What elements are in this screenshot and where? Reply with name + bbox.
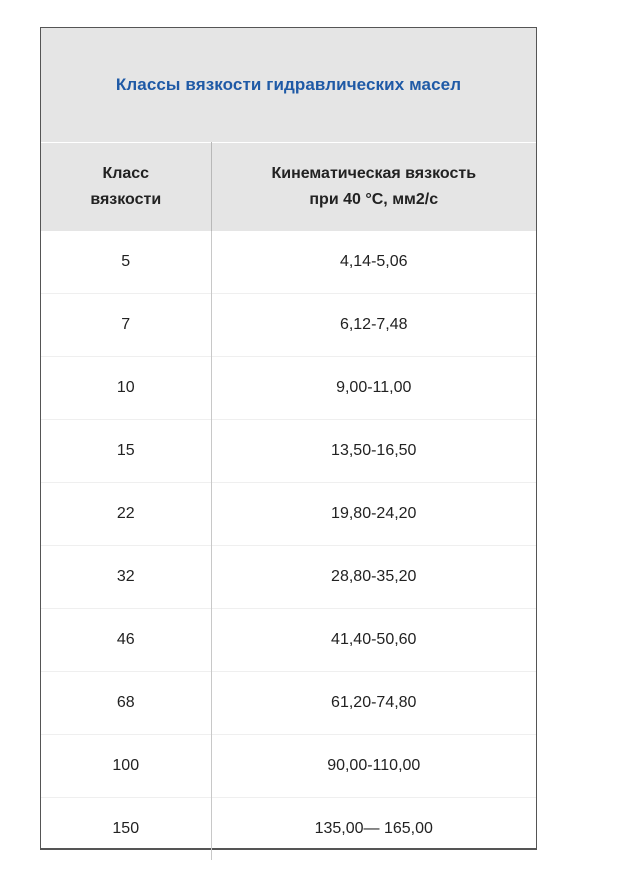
cell-class: 7 <box>41 294 211 357</box>
cell-viscosity: 13,50-16,50 <box>211 420 536 483</box>
cell-viscosity: 61,20-74,80 <box>211 672 536 735</box>
cell-class: 150 <box>41 798 211 861</box>
cell-viscosity: 9,00-11,00 <box>211 357 536 420</box>
table-row <box>41 483 536 546</box>
cell-viscosity: 90,00-110,00 <box>211 735 536 798</box>
cell-class: 10 <box>41 357 211 420</box>
header-viscosity-line1: Кинематическая вязкость <box>271 165 477 182</box>
cell-viscosity: 135,00— 165,00 <box>211 798 536 861</box>
viscosity-table <box>40 27 537 850</box>
table-caption: Классы вязкости гидравлических масел <box>41 28 536 142</box>
table-row <box>41 420 536 483</box>
cell-viscosity: 19,80-24,20 <box>211 483 536 546</box>
header-class <box>41 143 211 232</box>
table-row <box>41 609 536 672</box>
table-row <box>41 357 536 420</box>
table-row <box>41 546 536 609</box>
cell-viscosity: 28,80-35,20 <box>211 546 536 609</box>
cell-class: 5 <box>41 231 211 294</box>
cell-class: 32 <box>41 546 211 609</box>
header-viscosity <box>211 143 536 232</box>
viscosity-grid <box>41 142 536 860</box>
table-row <box>41 294 536 357</box>
header-class-line1: Класс <box>102 165 150 182</box>
table-row <box>41 672 536 735</box>
header-viscosity-line2: при 40 °С, мм2/с <box>309 191 439 208</box>
header-row <box>41 143 536 232</box>
table-row <box>41 798 536 861</box>
cell-class: 22 <box>41 483 211 546</box>
cell-class: 100 <box>41 735 211 798</box>
table-row <box>41 231 536 294</box>
table-row <box>41 735 536 798</box>
cell-viscosity: 4,14-5,06 <box>339 253 408 270</box>
header-class-line2: вязкости <box>90 191 162 208</box>
cell-class: 46 <box>41 609 211 672</box>
cell-viscosity: 41,40-50,60 <box>211 609 536 672</box>
cell-viscosity: 6,12-7,48 <box>211 294 536 357</box>
cell-class: 68 <box>41 672 211 735</box>
cell-class: 15 <box>41 420 211 483</box>
